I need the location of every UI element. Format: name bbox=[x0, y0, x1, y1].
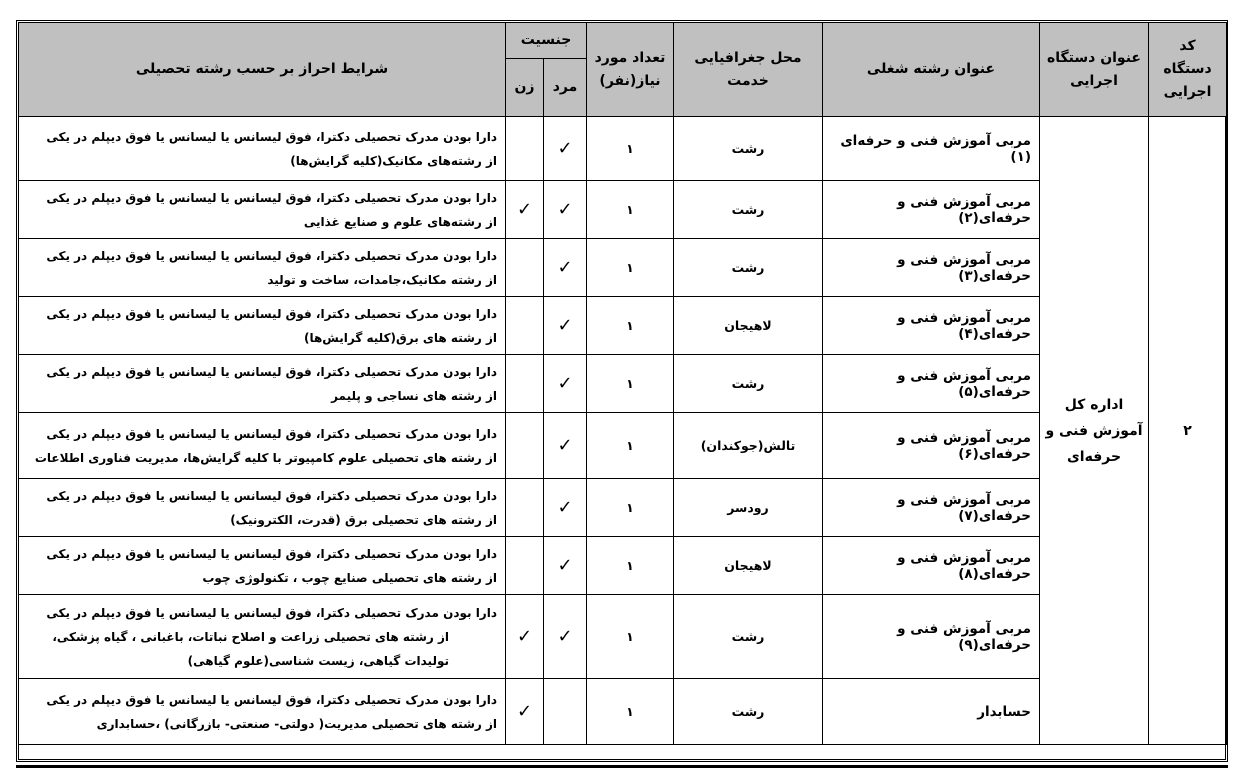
location: رشت bbox=[674, 595, 823, 679]
location: تالش(جوکندان) bbox=[674, 413, 823, 479]
bottom-rule bbox=[16, 765, 1228, 768]
condition-line: دارا بودن مدرک تحصیلی دکترا، فوق لیسانس یا لیسانس یا فوق دیپلم در یکی bbox=[46, 605, 497, 620]
condition-line: از رشته های برق(کلیه گرایش‌ها) bbox=[303, 330, 497, 345]
check-icon: ✓ bbox=[516, 701, 533, 722]
female-cell bbox=[506, 117, 544, 181]
condition-line: دارا بودن مدرک تحصیلی دکترا، فوق لیسانس یا لیسانس یا فوق دیپلم در یکی bbox=[46, 488, 497, 503]
male-cell bbox=[544, 117, 587, 181]
location: رودسر bbox=[674, 479, 823, 537]
condition-line: دارا بودن مدرک تحصیلی دکترا، فوق لیسانس یا لیسانس یا فوق دیپلم در یکی bbox=[46, 546, 497, 561]
header-code: کد دستگاه اجرایی bbox=[1149, 23, 1227, 117]
header-job-title: عنوان رشته شغلی bbox=[823, 23, 1040, 117]
location: رشت bbox=[674, 679, 823, 745]
female-cell bbox=[506, 297, 544, 355]
female-cell bbox=[506, 181, 544, 239]
female-cell bbox=[506, 239, 544, 297]
header-location: محل جغرافیایی خدمت bbox=[674, 23, 823, 117]
job-title: حسابدار bbox=[823, 679, 1040, 745]
condition-line: دارا بودن مدرک تحصیلی دکترا، فوق لیسانس یا لیسانس یا فوق دیپلم در یکی bbox=[46, 692, 497, 707]
condition-line: از رشته های تحصیلی علوم کامپیوتر با کلیه گرایش‌ها، مدیریت فناوری اطلاعات bbox=[34, 450, 497, 465]
header-female: زن bbox=[506, 59, 544, 117]
female-cell bbox=[506, 413, 544, 479]
job-title: مربی آموزش فنی و حرفه‌ای(۷) bbox=[823, 479, 1040, 537]
agency-name: اداره کل آموزش فنی و حرفه‌ای bbox=[1040, 117, 1149, 745]
count: ۱ bbox=[587, 679, 674, 745]
conditions bbox=[19, 239, 506, 297]
job-title: مربی آموزش فنی و حرفه‌ای (۱) bbox=[823, 117, 1040, 181]
job-title: مربی آموزش فنی و حرفه‌ای(۵) bbox=[823, 355, 1040, 413]
check-icon: ✓ bbox=[557, 497, 573, 518]
conditions bbox=[19, 479, 506, 537]
female-cell bbox=[506, 537, 544, 595]
condition-line: دارا بودن مدرک تحصیلی دکترا، فوق لیسانس یا لیسانس یا فوق دیپلم در یکی bbox=[46, 248, 497, 263]
count: ۱ bbox=[587, 117, 674, 181]
check-icon: ✓ bbox=[557, 626, 573, 647]
count: ۱ bbox=[587, 355, 674, 413]
check-icon: ✓ bbox=[516, 626, 533, 647]
count: ۱ bbox=[587, 479, 674, 537]
check-icon: ✓ bbox=[516, 199, 533, 220]
check-icon: ✓ bbox=[557, 199, 573, 220]
conditions bbox=[19, 679, 506, 745]
location: رشت bbox=[674, 355, 823, 413]
condition-line: تولیدات گیاهی، زیست شناسی(علوم گیاهی) bbox=[187, 653, 449, 668]
condition-line: دارا بودن مدرک تحصیلی دکترا، فوق لیسانس یا لیسانس یا فوق دیپلم در یکی bbox=[46, 190, 497, 205]
male-cell bbox=[544, 537, 587, 595]
location: رشت bbox=[674, 239, 823, 297]
condition-line: از رشته های تحصیلی صنایع چوب ، تکنولوژی چوب bbox=[202, 570, 497, 585]
female-cell bbox=[506, 355, 544, 413]
condition-line: از رشته های تحصیلی مدیریت( دولتی- صنعتی- بازرگانی) ،حسابداری bbox=[96, 716, 497, 731]
check-icon: ✓ bbox=[557, 138, 573, 159]
agency-code: ۲ bbox=[1149, 117, 1227, 745]
job-title: مربی آموزش فنی و حرفه‌ای(۸) bbox=[823, 537, 1040, 595]
header-male: مرد bbox=[544, 59, 587, 117]
check-icon: ✓ bbox=[557, 555, 573, 576]
female-cell bbox=[506, 595, 544, 679]
count: ۱ bbox=[587, 413, 674, 479]
conditions bbox=[19, 297, 506, 355]
condition-line: دارا بودن مدرک تحصیلی دکترا، فوق لیسانس یا لیسانس یا فوق دیپلم در یکی bbox=[46, 129, 497, 144]
table-row bbox=[19, 117, 1227, 181]
male-cell bbox=[544, 679, 587, 745]
job-title: مربی آموزش فنی و حرفه‌ای(۴) bbox=[823, 297, 1040, 355]
header-conditions: شرایط احراز بر حسب رشته تحصیلی bbox=[19, 23, 506, 117]
location: رشت bbox=[674, 117, 823, 181]
male-cell bbox=[544, 413, 587, 479]
count: ۱ bbox=[587, 595, 674, 679]
condition-line: دارا بودن مدرک تحصیلی دکترا، فوق لیسانس یا لیسانس یا فوق دیپلم در یکی bbox=[46, 306, 497, 321]
table-body bbox=[19, 117, 1227, 745]
location: لاهیجان bbox=[674, 537, 823, 595]
conditions bbox=[19, 595, 506, 679]
condition-line: از رشته های تحصیلی زراعت و اصلاح نباتات، باغبانی ، گیاه پزشکی، bbox=[52, 629, 449, 644]
count: ۱ bbox=[587, 239, 674, 297]
conditions bbox=[19, 181, 506, 239]
header-agency: عنوان دستگاه اجرایی bbox=[1040, 23, 1149, 117]
location: لاهیجان bbox=[674, 297, 823, 355]
job-title: مربی آموزش فنی و حرفه‌ای(۹) bbox=[823, 595, 1040, 679]
male-cell bbox=[544, 595, 587, 679]
location: رشت bbox=[674, 181, 823, 239]
job-table bbox=[18, 22, 1227, 745]
condition-line: دارا بودن مدرک تحصیلی دکترا، فوق لیسانس یا لیسانس یا فوق دیپلم در یکی bbox=[46, 426, 497, 441]
female-cell bbox=[506, 479, 544, 537]
condition-line: از رشته‌های علوم و صنایع غذایی bbox=[303, 214, 497, 229]
conditions bbox=[19, 537, 506, 595]
count: ۱ bbox=[587, 537, 674, 595]
conditions bbox=[19, 413, 506, 479]
male-cell bbox=[544, 239, 587, 297]
female-cell bbox=[506, 679, 544, 745]
job-title: مربی آموزش فنی و حرفه‌ای(۶) bbox=[823, 413, 1040, 479]
male-cell bbox=[544, 181, 587, 239]
job-title: مربی آموزش فنی و حرفه‌ای(۳) bbox=[823, 239, 1040, 297]
check-icon: ✓ bbox=[557, 315, 573, 336]
conditions bbox=[19, 117, 506, 181]
check-icon: ✓ bbox=[557, 257, 573, 278]
condition-line: از رشته های نساجی و پلیمر bbox=[331, 388, 497, 403]
header-count: تعداد مورد نیاز(نفر) bbox=[587, 23, 674, 117]
male-cell bbox=[544, 297, 587, 355]
male-cell bbox=[544, 355, 587, 413]
conditions bbox=[19, 355, 506, 413]
condition-line: دارا بودن مدرک تحصیلی دکترا، فوق لیسانس یا لیسانس یا فوق دیپلم در یکی bbox=[46, 364, 497, 379]
header-gender: جنسیت bbox=[506, 23, 587, 59]
condition-line: از رشته مکانیک،جامدات، ساخت و تولید bbox=[267, 272, 497, 287]
count: ۱ bbox=[587, 181, 674, 239]
condition-line: از رشته های تحصیلی برق (قدرت، الکترونیک) bbox=[230, 512, 497, 527]
count: ۱ bbox=[587, 297, 674, 355]
check-icon: ✓ bbox=[557, 435, 573, 456]
check-icon: ✓ bbox=[557, 373, 573, 394]
job-title: مربی آموزش فنی و حرفه‌ای(۲) bbox=[823, 181, 1040, 239]
condition-line: از رشته‌های مکانیک(کلیه گرایش‌ها) bbox=[290, 153, 497, 168]
male-cell bbox=[544, 479, 587, 537]
